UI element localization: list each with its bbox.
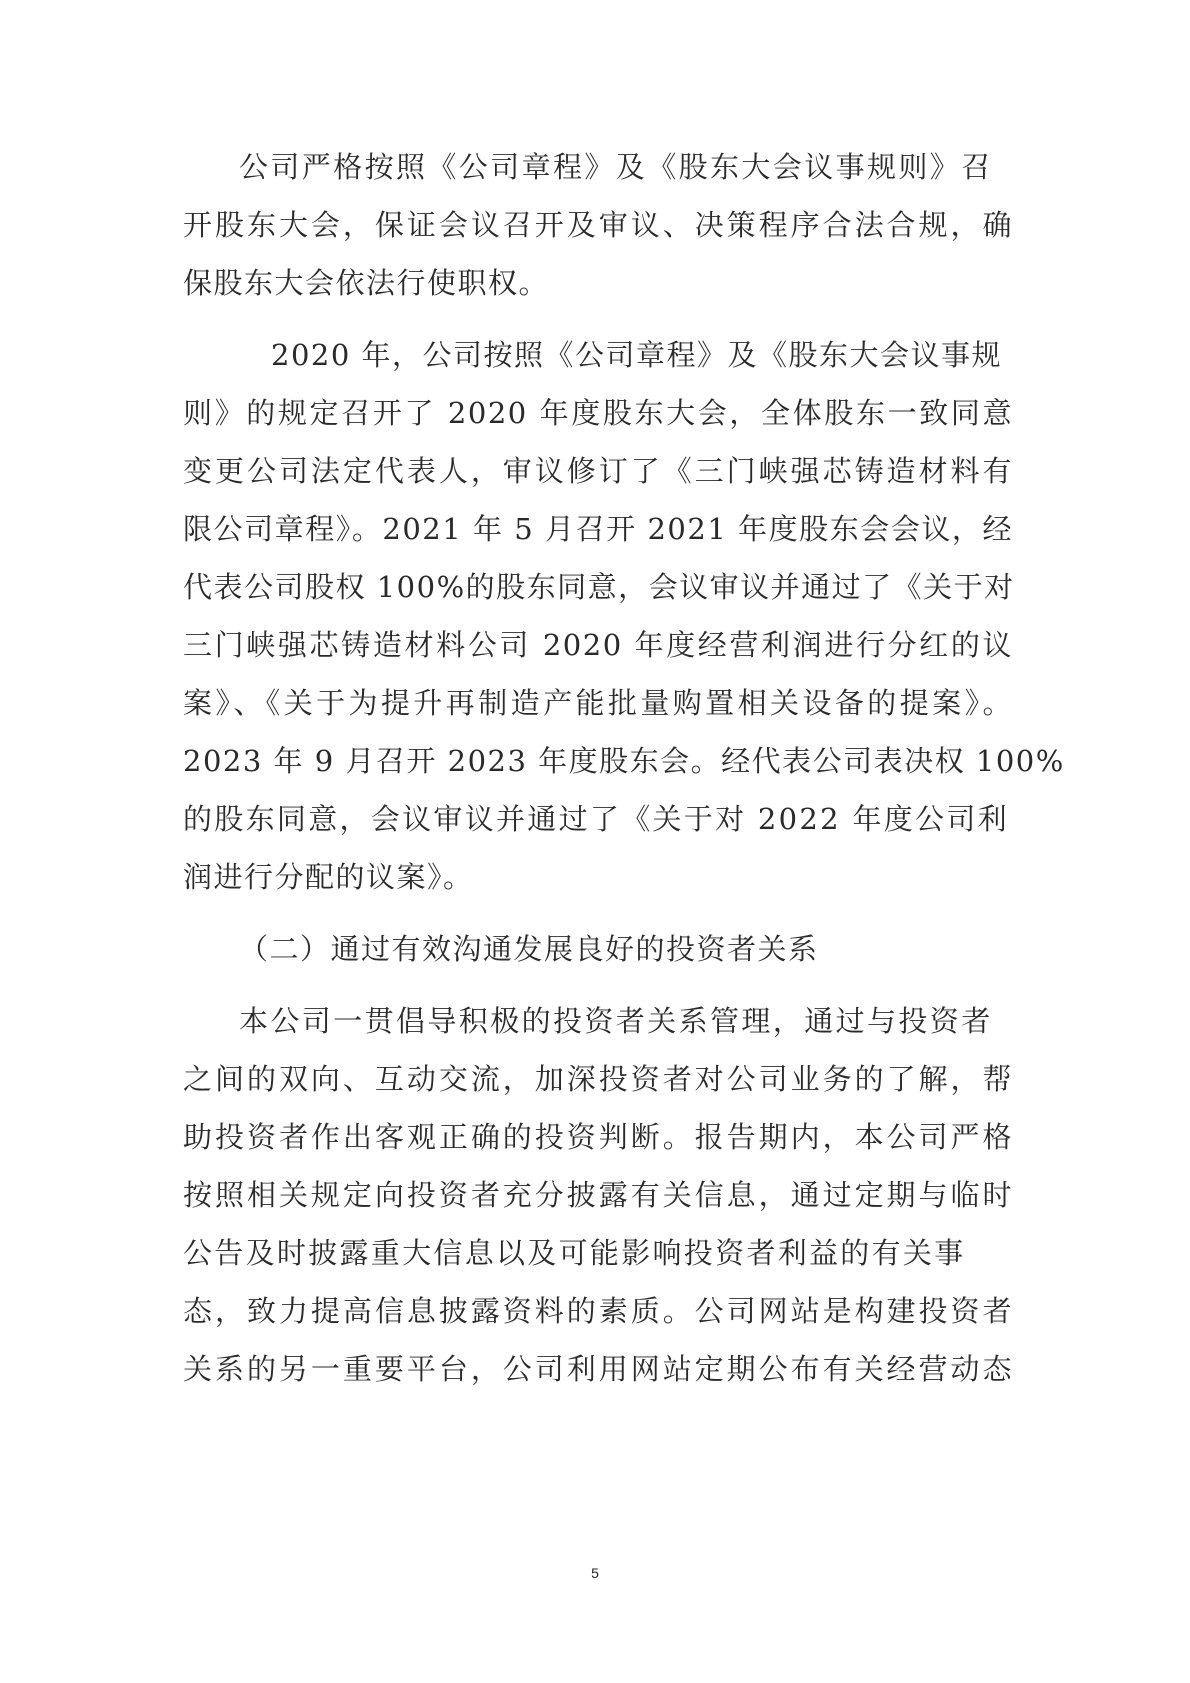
paragraph-3-line-6: 态，致力提高信息披露资料的素质。公司网站是构建投资者	[183, 1294, 1013, 1328]
paragraph-1-line-1: 公司严格按照《公司章程》及《股东大会议事规则》召	[239, 150, 993, 184]
paragraph-2-line-6: 三门峡强芯铸造材料公司 2020 年度经营利润进行分红的议	[183, 628, 1013, 662]
paragraph-3-line-7: 关系的另一重要平台，公司利用网站定期公布有关经营动态	[183, 1352, 1013, 1386]
paragraph-2-line-4: 限公司章程》。2021 年 5 月召开 2021 年度股东会会议，经	[183, 512, 1013, 546]
paragraph-3-line-3: 助投资者作出客观正确的投资判断。报告期内，本公司严格	[183, 1120, 1013, 1154]
paragraph-3-line-2: 之间的双向、互动交流，加深投资者对公司业务的了解，帮	[183, 1062, 1013, 1096]
paragraph-2-line-7: 案》、《关于为提升再制造产能批量购置相关设备的提案》。	[183, 686, 1013, 720]
section-heading: （二）通过有效沟通发展良好的投资者关系	[239, 932, 819, 966]
paragraph-1-line-3: 保股东大会依法行使职权。	[183, 266, 550, 300]
paragraph-2-line-9: 的股东同意，会议审议并通过了《关于对 2022 年度公司利	[183, 802, 1009, 836]
paragraph-2-line-8: 2023 年 9 月召开 2023 年度股东会。经代表公司表决权 100%	[183, 744, 1065, 778]
paragraph-3-line-5: 公告及时披露重大信息以及可能影响投资者利益的有关事	[183, 1236, 966, 1270]
paragraph-2-line-10: 润进行分配的议案》。	[183, 860, 474, 894]
paragraph-3-line-4: 按照相关规定向投资者充分披露有关信息，通过定期与临时	[183, 1178, 1013, 1212]
page-number: 5	[591, 1565, 599, 1581]
paragraph-2-line-3: 变更公司法定代表人，审议修订了《三门峡强芯铸造材料有	[183, 454, 1013, 488]
paragraph-2-line-1: 2020 年，公司按照《公司章程》及《股东大会议事规	[271, 338, 1003, 372]
paragraph-2-line-5: 代表公司股权 100%的股东同意，会议审议并通过了《关于对	[183, 570, 1015, 604]
paragraph-2-line-2: 则》的规定召开了 2020 年度股东大会，全体股东一致同意	[183, 396, 1013, 430]
paragraph-3-line-1: 本公司一贯倡导积极的投资者关系管理，通过与投资者	[239, 1004, 993, 1038]
paragraph-1-line-2: 开股东大会，保证会议召开及审议、决策程序合法合规，确	[183, 208, 1013, 242]
